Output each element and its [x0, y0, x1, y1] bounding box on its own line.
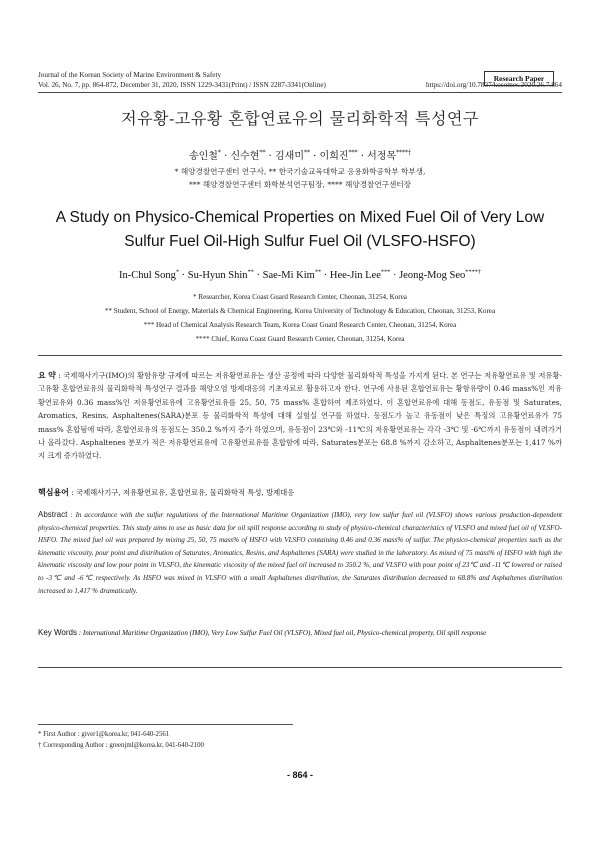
abstract-top-rule	[38, 355, 562, 356]
author-mark: **	[314, 268, 322, 276]
korean-affiliation: * 해양경찰연구센터 연구사, ** 한국기술교육대학교 응용화학공학부 학부생,	[174, 167, 426, 176]
first-author-footnote: * First Author : giver1@korea.kr, 041-640-2561	[38, 731, 170, 738]
korean-author-list	[0, 147, 600, 162]
author-mark: ****†	[465, 268, 482, 276]
english-title-line: A Study on Physico-Chemical Properties on Mixed Fuel Oil of Very Low	[55, 209, 545, 226]
author-separator: ·	[179, 270, 188, 281]
english-abstract	[38, 509, 562, 597]
citation-line: Vol. 26, No. 7, pp. 864-872, December 31, 2020, ISSN 1229-3431(Print) / ISSN 2287-3341(Online)	[38, 81, 326, 89]
korean-abstract	[38, 369, 562, 463]
author-separator: ·	[357, 151, 368, 162]
english-affiliation: * Researcher, Korea Coast Guard Research Center, Cheonan, 31254, Korea	[193, 293, 407, 301]
page-number: - 864 -	[286, 770, 313, 780]
english-author-list	[0, 270, 600, 281]
author-name: 이희진	[319, 151, 349, 162]
korean-abstract-text: : 국제해사기구(IMO)의 황함유량 규제에 따르는 저유황연료유는 생산 공정에 따라 다양한 물리화학적 특성을 가지게 된다. 본 연구는 저유황연료유 및 저유황-고유황 혼합연료유의 물리화학적 특성연구 결과를 해양오염 방제대응의 기초자료로 활용하고자 한다. 연구에 사용된 혼합연료유는 황함유량이 0.46 mass%인 저유황연료유와 0.36 mass%인 저유황연료유에 고유황연료유를 25, 50, 75 mass% 혼합하여 제조하였다. 이 혼합연료유에 대해 동점도, 유동점 및 Saturates, Aromatics, Resins, Asphaltenes(SARA)분포 등 물리화학적 특성에 대해 실험실 연구를 하였다. 동점도가 높고 유동점이 낮은 특징의 고유황연료유가 75 mass% 혼합됨에 따라, 혼합연료유의 동점도는 350.2 %까지 증가 하였으며, 유동점이 23℃와 -11℃의 저유황연료유는 각각 -3℃ 및 -6℃까지 유동점이 내려가거나 올라갔다. Asphaltenes 분포가 적은 저유황연료유에 고유황연료유를 혼합함에 따라, Saturates분포는 68.8 %까지 감소하고, Asphaltenes분포는 1,417 %까지 크게 증가하였다.	[38, 371, 562, 461]
corresponding-author-footnote: † Corresponding Author : greenjml@korea.kr, 041-640-2100	[38, 742, 204, 749]
journal-name: Journal of the Korean Society of Marine Environment & Safety	[38, 71, 222, 79]
author-mark: **	[259, 149, 266, 157]
article-type-badge: Research Paper	[484, 71, 554, 86]
author-name: Jeong-Mog Seo	[399, 270, 466, 281]
author-mark: **	[247, 268, 254, 276]
korean-keywords-label: 핵심용어	[38, 488, 69, 497]
header-rule	[38, 92, 562, 93]
author-separator: ·	[321, 270, 330, 281]
author-mark: **	[303, 149, 310, 157]
english-keywords-label: Key Words	[38, 628, 77, 637]
footnote-rule	[38, 724, 293, 725]
abstract-bottom-rule	[38, 667, 562, 668]
korean-title: 저유황-고유황 혼합연료유의 물리화학적 특성연구	[121, 109, 479, 128]
author-separator: ·	[253, 270, 263, 281]
author-mark: *	[175, 268, 179, 276]
english-keywords	[38, 627, 562, 640]
author-mark: ****†	[396, 149, 412, 157]
english-abstract-text: : In accordance with the sulfur regulations of the International Maritime Organization (IMO), very low sulfur fuel oil (VLSFO) shows various production-dependent physico-chemical properties. This study aims to use as basic data for oil spill response according to study of physico-chemical characteristics of VLSFO and mixed fuel oil of VLSFO-HSFO. The mixed fuel oil was prepared by mixing 25, 50, 75 mass% of HSFO with VLSFO containing 0.46 and 0.36 mass% of sulfur. The physico-chemical properties such as the kinematic viscosity, pour point and distribution of Saturates, Aromatics, Resins, and Asphaltenes (SARA) were studied in the laboratory. As mixed of 75 mass% of HSFO with high the kinematic viscosity and low pour point in VLSFO, the kinematic viscosity of the mixed fuel oil increased to 350.2 %, and VLSFO with pour point of 23℃ and -11℃ lowered or raised to -3℃ and -6℃ respectively. As HSFO was mixed in VLSFO with a small Asphaltenes distribution, the Saturates distribution decreased to 68.8% and Asphaltenes distribution increased to 1,417 % dramatically.	[38, 511, 562, 595]
author-name: 송인철	[188, 151, 218, 162]
author-separator: ·	[265, 151, 275, 162]
english-affiliation: *** Head of Chemical Analysis Research Team, Korea Coast Guard Research Center, Cheonan, 31254, Korea	[143, 321, 457, 329]
author-name: 신수현	[230, 151, 260, 162]
author-name: Sae-Mi Kim	[262, 270, 315, 281]
author-name: 김새미	[275, 151, 304, 162]
author-name: 서정목	[367, 151, 397, 162]
author-separator: ·	[309, 151, 320, 162]
author-mark: *	[217, 149, 221, 157]
author-mark: ***	[348, 149, 358, 157]
english-abstract-label: Abstract	[38, 510, 68, 519]
author-separator: ·	[220, 151, 231, 162]
english-keywords-text: : International Maritime Organization (IMO), Very Low Sulfur Fuel Oil (VLSFO), Mixed fuel oil, Physico-chemical property, Oil spill response	[78, 629, 487, 637]
author-name: Hee-Jin Lee	[329, 270, 381, 281]
korean-abstract-label: 요 약	[38, 371, 56, 380]
author-separator: ·	[390, 270, 400, 281]
author-name: Su-Hyun Shin	[187, 270, 248, 281]
korean-affiliation: *** 해양경찰연구센터 화학분석연구팀장, **** 해양경찰연구센터장	[188, 180, 412, 189]
korean-keywords-text: : 국제해사기구, 저유황연료유, 혼합연료유, 물리화학적 특성, 방제대응	[71, 488, 295, 497]
author-name: In-Chul Song	[118, 270, 176, 281]
korean-keywords	[38, 487, 562, 498]
author-mark: ***	[380, 268, 391, 276]
english-title-line: Sulfur Fuel Oil-High Sulfur Fuel Oil (VLSFO-HSFO)	[124, 233, 476, 250]
doi-link[interactable]: https://doi.org/10.7837/kosomes.2020.26.7.864	[425, 81, 562, 89]
english-affiliation: ** Student, School of Energy, Materials & Chemical Engineering, Korea University of Technology & Education, Cheonan, 31253, Korea	[104, 307, 496, 315]
english-affiliation: **** Chief, Korea Coast Guard Research Center, Cheonan, 31254, Korea	[195, 335, 405, 343]
